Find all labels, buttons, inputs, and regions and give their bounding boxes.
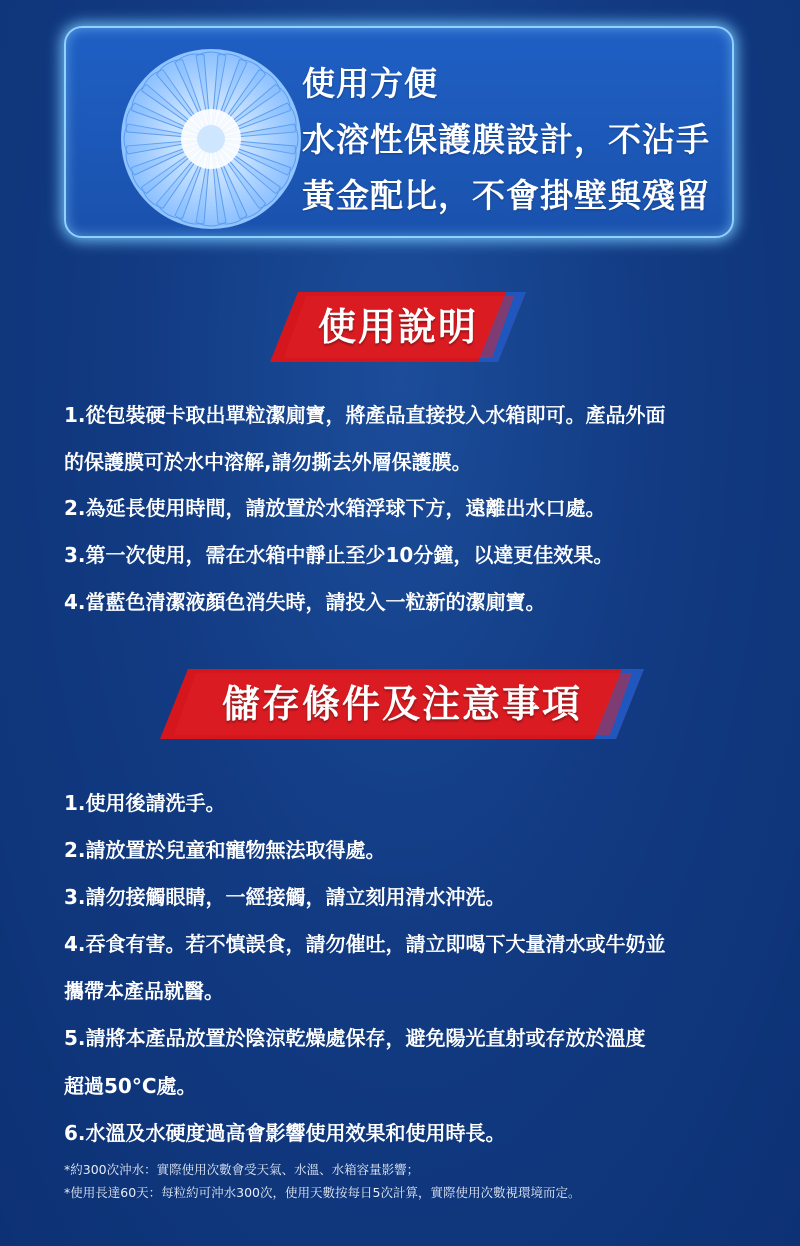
usage-list xyxy=(64,392,666,626)
list-item: 4.當藍色清潔液顏色消失時，請投入一粒新的潔廁寶。 xyxy=(64,589,546,614)
footnote: *約300次沖水：實際使用次數會受天氣、水溫、水箱容量影響； xyxy=(64,1162,420,1177)
list-item: 6.水溫及水硬度過高會影響使用效果和使用時長。 xyxy=(64,1120,506,1145)
list-item: 2.請放置於兒童和寵物無法取得處。 xyxy=(64,838,386,863)
list-item: 1.使用後請洗手。 xyxy=(64,791,226,815)
product-tablet-image xyxy=(118,46,304,232)
feature-line: 黃金配比，不會掛壁與殘留 xyxy=(302,176,710,215)
usage-title: 使用說明 xyxy=(317,305,478,349)
list-item: 5.請將本產品放置於陰涼乾燥處保存，避免陽光直射或存放於溫度 xyxy=(64,1026,646,1051)
storage-list xyxy=(64,780,666,1157)
list-item: 4.吞食有害。若不慎誤食，請勿催吐，請立即喝下大量清水或牛奶並 xyxy=(64,932,666,957)
list-item: 攜帶本產品就醫。 xyxy=(64,979,224,1004)
list-item: 1.從包裝硬卡取出單粒潔廁寶，將產品直接投入水箱即可。產品外面 xyxy=(64,403,666,427)
feature-text xyxy=(302,56,710,224)
feature-card xyxy=(64,26,734,238)
storage-title: 儲存條件及注意事項 xyxy=(221,682,582,726)
list-item: 3.請勿接觸眼睛，一經接觸，請立刻用清水沖洗。 xyxy=(64,885,506,910)
footnote: *使用長達60天：每粒約可沖水300次，使用天數按每日5次計算，實際使用次數視環境而定。 xyxy=(64,1185,581,1200)
feature-line: 水溶性保護膜設計，不沾手 xyxy=(302,120,710,159)
footnotes xyxy=(64,1158,580,1204)
list-item: 2.為延長使用時間，請放置於水箱浮球下方，遠離出水口處。 xyxy=(64,496,606,521)
list-item: 超過50°C處。 xyxy=(64,1073,197,1098)
usage-banner xyxy=(270,292,526,362)
feature-heading: 使用方便 xyxy=(302,64,438,103)
list-item: 3.第一次使用，需在水箱中靜止至少10分鐘，以達更佳效果。 xyxy=(64,543,614,568)
storage-banner xyxy=(160,669,644,739)
list-item: 的保護膜可於水中溶解,請勿撕去外層保護膜。 xyxy=(64,449,472,474)
